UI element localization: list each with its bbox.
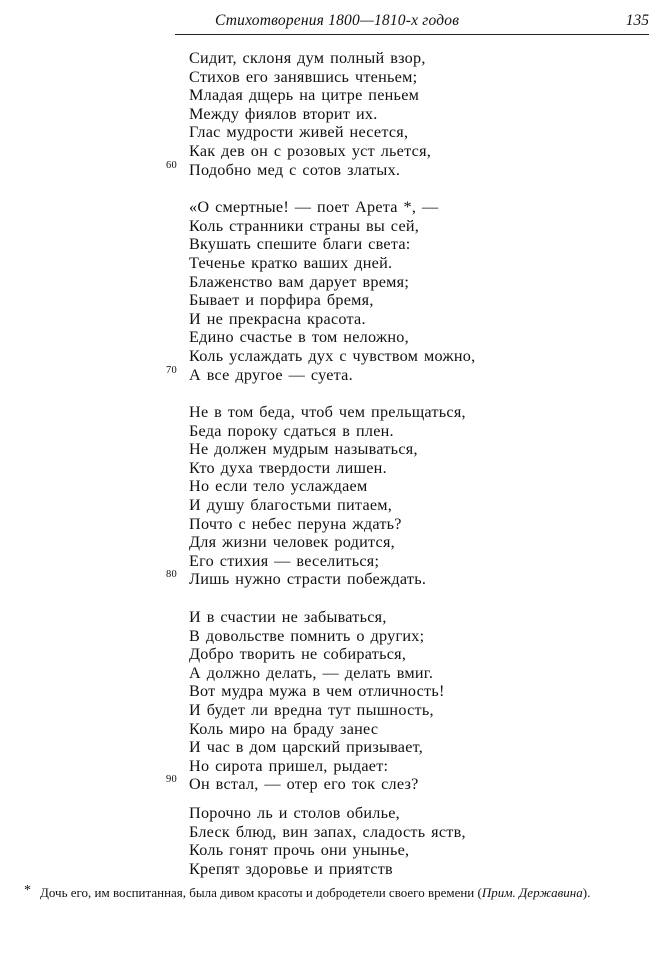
verse-text: Его стихия — веселиться; (189, 551, 380, 570)
verse-text: И в счастии не забываться, (189, 608, 387, 627)
stanza-gap (0, 384, 668, 403)
verse-line (0, 701, 668, 720)
verse-line (0, 86, 668, 105)
verse-line (0, 459, 668, 478)
verse-text: «О смертные! — поет Арета *, — (189, 198, 439, 217)
verse-text: В довольстве помнить о других; (189, 626, 425, 645)
verse-line (0, 254, 668, 273)
verse-line (0, 422, 668, 441)
header-rule (175, 34, 649, 35)
verse-line (0, 105, 668, 124)
verse-text: Между фиялов вторит их. (189, 104, 378, 123)
verse-text: Кто духа твердости лишен. (189, 458, 387, 477)
footnote (24, 884, 648, 901)
verse-line (0, 775, 668, 794)
verse-line (0, 552, 668, 571)
verse-line (0, 496, 668, 515)
verse-text: Теченье кратко ваших дней. (189, 253, 393, 272)
stanza-gap (0, 794, 668, 804)
verse-line (0, 328, 668, 347)
verse-text: И час в дом царский призывает, (189, 738, 424, 757)
verse-line (0, 720, 668, 739)
verse-line (0, 403, 668, 422)
verse-line (0, 440, 668, 459)
verse-text: И не прекрасна красота. (189, 309, 366, 328)
verse-line (0, 291, 668, 310)
verse-text: Блеск блюд, вин запах, сладость яств, (189, 822, 466, 841)
verse-line (0, 515, 668, 534)
verse-text: Вот мудра мужа в чем отличность! (189, 682, 445, 701)
verse-text: Не должен мудрым называться, (189, 440, 418, 459)
verse-line (0, 860, 668, 879)
verse-text: Лишь нужно страсти побеждать. (189, 570, 427, 589)
verse-line (0, 664, 668, 683)
verse-text: А должно делать, — делать вмиг. (189, 663, 434, 682)
verse-line (0, 68, 668, 87)
verse-text: Вкушать спешите благи света: (189, 235, 411, 254)
footnote-mark: * (24, 883, 31, 898)
verse-text: Младая дщерь на цитре пеньем (189, 86, 420, 105)
stanza-gap (0, 589, 668, 608)
verse-text: Сидит, склоня дум полный взор, (189, 49, 426, 67)
stanza (0, 804, 668, 878)
verse-text: Но сирота пришел, рыдает: (189, 756, 389, 775)
verse-line (0, 608, 668, 627)
line-number: 60 (166, 159, 177, 171)
verse-text: Бывает и порфира бремя, (189, 291, 374, 310)
verse-line (0, 235, 668, 254)
verse-text: Коль гонят прочь они унынье, (189, 841, 410, 860)
verse-line (0, 273, 668, 292)
verse-text: Как дев он с розовых уст льется, (189, 141, 432, 160)
verse-text: Не в том беда, чтоб чем прельщаться, (189, 403, 466, 422)
verse-line (0, 161, 668, 180)
verse-line (0, 347, 668, 366)
stanza (0, 49, 668, 179)
verse-text: Коль миро на браду занес (189, 719, 379, 738)
stanza (0, 403, 668, 589)
verse-text: Но если тело услаждаем (189, 477, 368, 496)
poem-body (0, 49, 668, 878)
footnote-attribution: Прим. Державина (481, 885, 583, 900)
footnote-text (24, 884, 648, 901)
verse-text: Стихов его занявшись чтеньем; (189, 67, 418, 86)
verse-line (0, 142, 668, 161)
verse-text: Блаженство вам дарует время; (189, 272, 410, 291)
verse-line (0, 682, 668, 701)
stanza (0, 608, 668, 794)
verse-line (0, 804, 668, 823)
verse-line (0, 123, 668, 142)
verse-line (0, 738, 668, 757)
verse-text: Беда пороку сдаться в плен. (189, 421, 394, 440)
verse-text: Глас мудрости живей несется, (189, 123, 409, 142)
verse-text: Едино счастье в том неложно, (189, 328, 409, 347)
verse-text: Подобно мед с сотов златых. (189, 160, 401, 179)
verse-line (0, 477, 668, 496)
verse-line (0, 366, 668, 385)
verse-text: Коль услаждать дух с чувством можно, (189, 346, 476, 365)
verse-line (0, 49, 668, 68)
verse-line (0, 570, 668, 589)
running-title: Стихотворения 1800—1810-х годов (215, 12, 460, 29)
verse-text: Добро творить не собираться, (189, 645, 407, 664)
verse-text: Коль странники страны вы сей, (189, 216, 420, 235)
footnote-body: Дочь его, им воспитанная, была дивом красоты и добродетели своего времени ( (40, 885, 482, 900)
verse-text: Почто с небес перуна ждать? (189, 514, 402, 533)
line-number: 90 (166, 774, 177, 786)
verse-line (0, 533, 668, 552)
page-number: 135 (625, 12, 649, 29)
verse-text: И будет ли вредна тут пышность, (189, 701, 434, 719)
line-number: 80 (166, 569, 177, 581)
verse-text: Он встал, — отер его ток слез? (189, 775, 419, 794)
verse-text: И душу благостьми питаем, (189, 496, 393, 515)
stanza-gap (0, 179, 668, 198)
running-header (175, 10, 649, 32)
stanza (0, 198, 668, 384)
verse-text: Для жизни человек родится, (189, 533, 395, 552)
verse-line (0, 217, 668, 236)
verse-line (0, 645, 668, 664)
verse-text: Порочно ль и столов обилье, (189, 803, 400, 822)
verse-line (0, 823, 668, 842)
verse-line (0, 757, 668, 776)
verse-line (0, 198, 668, 217)
verse-line (0, 841, 668, 860)
verse-text: Крепят здоровье и приятств (189, 859, 393, 878)
verse-text: А все другое — суета. (189, 365, 353, 384)
footnote-tail: ). (582, 885, 591, 900)
line-number: 70 (166, 364, 177, 376)
verse-line (0, 627, 668, 646)
verse-line (0, 310, 668, 329)
